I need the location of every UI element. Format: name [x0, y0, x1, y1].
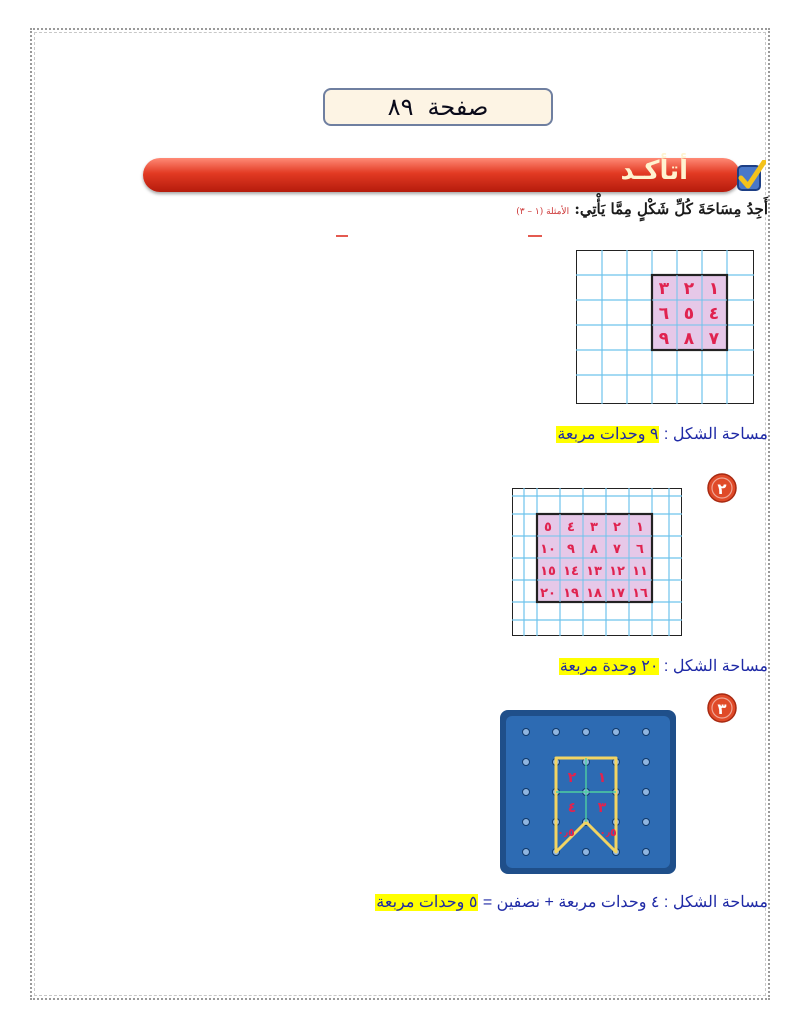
decorative-dash — [336, 235, 348, 237]
grid-cell-number: ١٤ — [563, 564, 579, 579]
grid-cell-number: ٨ — [590, 542, 598, 557]
exercise2-answer — [559, 656, 768, 676]
grid-cell-number: ١ — [636, 520, 644, 535]
answer-value: ٥ وحدات مربعة — [376, 894, 478, 911]
instruction-text: أَجِدُ مِسَاحَةَ كُلِّ شَكْلٍ مِمَّا يَأْتِي: — [574, 200, 768, 218]
grid-cell-number: ١١ — [632, 564, 648, 579]
geoboard — [500, 710, 676, 874]
grid-cell-number: ٨ — [683, 329, 695, 349]
grid-cell-number: ٦ — [658, 304, 670, 324]
grid-cell-number: ١٧ — [609, 586, 625, 601]
answer-prefix: مساحة الشكل : ٤ وحدات مربعة + نصفين = — [482, 894, 768, 911]
exercise1-answer — [556, 424, 768, 444]
page-title-box — [323, 88, 553, 126]
board-half-label: ٠٫٥ — [599, 826, 617, 839]
grid-cell-number: ٦ — [636, 542, 644, 557]
grid-cell-number: ١٥ — [540, 564, 556, 579]
answer-value: ٩ وحدات مربعة — [557, 426, 659, 443]
grid-cell-number: ١٨ — [586, 586, 602, 601]
checkmark-icon — [736, 160, 766, 194]
section-banner — [143, 158, 740, 192]
grid-cell-number: ١٢ — [609, 564, 625, 579]
exercise-number: ٣ — [717, 700, 727, 718]
board-half-label: ٠٫٥ — [557, 826, 575, 839]
board-region-number: ٤ — [567, 800, 577, 816]
grid-cell-number: ٢ — [613, 520, 621, 535]
grid-cell-number: ١٣ — [586, 564, 602, 579]
instruction-line — [390, 200, 768, 218]
exercise2-grid — [512, 488, 682, 636]
page-number: ٨٩ — [387, 93, 414, 121]
grid-cell-number: ٥ — [544, 520, 552, 535]
grid-cell-number: ٩ — [658, 329, 670, 349]
grid-cell-number: ٢ — [683, 279, 695, 299]
grid-cell-number: ٢٠ — [540, 586, 556, 601]
grid-cell-number: ٩ — [567, 542, 575, 557]
grid-cell-number: ٧ — [613, 542, 621, 557]
grid-cell-number: ١٦ — [632, 586, 648, 601]
grid-cell-number: ٤ — [567, 520, 575, 535]
grid-cell-number: ١٩ — [563, 586, 579, 601]
exercise-number-badge — [706, 692, 738, 724]
banner-title: أتأكـد — [620, 156, 688, 186]
answer-value: ٢٠ وحدة مربعة — [559, 658, 659, 675]
grid-cell-number: ٤ — [708, 304, 720, 324]
exercise3-answer — [375, 892, 768, 912]
exercise-number: ٢ — [717, 480, 727, 498]
answer-prefix: مساحة الشكل : — [663, 658, 768, 675]
page-word: صفحة — [427, 93, 489, 121]
grid-cell-number: ١ — [708, 279, 720, 299]
grid-cell-number: ٥ — [683, 304, 695, 324]
answer-prefix: مساحة الشكل : — [663, 426, 768, 443]
grid-cell-number: ٧ — [708, 329, 720, 349]
instruction-reference: الأمثلة (١ – ٣) — [516, 207, 570, 217]
board-region-number: ٢ — [567, 770, 577, 786]
board-region-number: ١ — [597, 770, 607, 786]
exercise-number-badge — [706, 472, 738, 504]
grid-cell-number: ١٠ — [540, 542, 556, 557]
decorative-dash — [528, 235, 542, 237]
board-region-number: ٣ — [597, 800, 607, 816]
grid-cell-number: ٣ — [658, 279, 670, 299]
exercise1-grid — [576, 250, 754, 404]
grid-cell-number: ٣ — [590, 520, 598, 535]
